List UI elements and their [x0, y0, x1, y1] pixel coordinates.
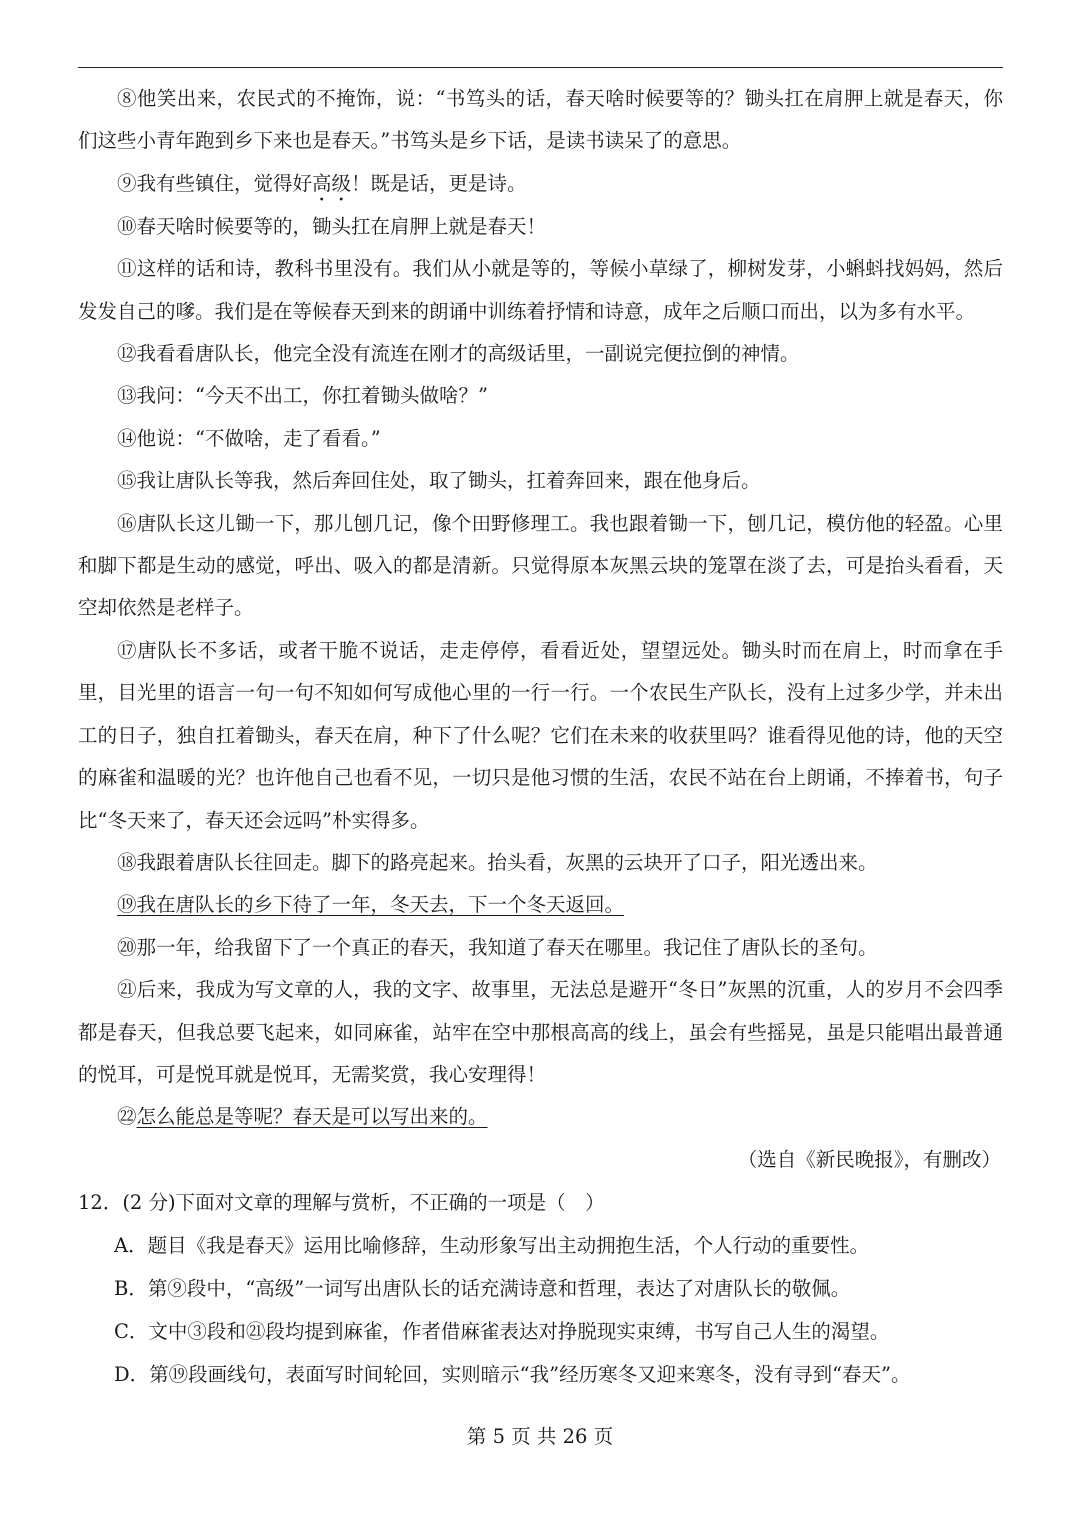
article-body [78, 78, 1003, 1396]
paragraph-12: ⑫我看看唐队长，他完全没有流连在刚才的高级话里，一副说完便拉倒的神情。 [117, 342, 800, 366]
page-number: 第 5 页 共 26 页 [466, 1425, 614, 1448]
paragraph-16: ⑯唐队长这儿锄一下，那儿刨几记，像个田野修理工。我也跟着锄一下，刨几记，模仿他的轻盈。心里和脚下都是生动的感觉，呼出、吸入的都是清新。只觉得原本灰黑云块的笼罩在淡了去，可是抬头看看，天空却依然是老样子。 [78, 511, 1003, 620]
paragraph-11: ⑪这样的话和诗，教科书里没有。我们从小就是等的，等候小草绿了，柳树发芽，小蝌蚪找妈妈，然后发发自己的嗲。我们是在等候春天到来的朗诵中训练着抒情和诗意，成年之后顺口而出，以为多有水平。 [78, 257, 1003, 323]
paragraph-22-underlined: ㉒怎么能总是等呢？春天是可以写出来的。 [117, 1105, 488, 1129]
paragraph-13: ⑬我问：“今天不出工，你扛着锄头做啥？” [117, 384, 488, 408]
paragraph-14: ⑭他说：“不做啥，走了看看。” [117, 426, 381, 450]
top-divider [78, 67, 1003, 68]
emphasized-word: 高级 [312, 171, 352, 195]
option-b: B．第⑨段中，“高级”一词写出唐队长的话充满诗意和哲理，表达了对唐队长的敬佩。 [114, 1277, 851, 1301]
paragraph-8: ⑧他笑出来，农民式的不掩饰，说：“书笃头的话，春天啥时候要等的？锄头扛在肩胛上就是春天，你们这些小青年跑到乡下来也是春天。”书笃头是乡下话，是读书读呆了的意思。 [78, 87, 1003, 153]
paragraph-9: ⑨我有些镇住，觉得好高级！既是话，更是诗。 [117, 171, 527, 195]
option-d: D．第⑲段画线句，表面写时间轮回，实则暗示“我”经历寒冬又迎来寒冬，没有寻到“春天”。 [114, 1363, 911, 1387]
paragraph-15: ⑮我让唐队长等我，然后奔回住处，取了锄头，扛着奔回来，跟在他身后。 [117, 469, 761, 493]
paragraph-19-underlined: ⑲我在唐队长的乡下待了一年，冬天去，下一个冬天返回。 [117, 893, 625, 917]
paragraph-10: ⑩春天啥时候要等的，锄头扛在肩胛上就是春天！ [117, 214, 547, 238]
paragraph-20: ⑳那一年，给我留下了一个真正的春天，我知道了春天在哪里。我记住了唐队长的圣句。 [117, 935, 878, 959]
paragraph-17: ⑰唐队长不多话，或者干脆不说话，走走停停，看看近处，望望远处。锄头时而在肩上，时而拿在手里，目光里的语言一句一句不知如何写成他心里的一行一行。一个农民生产队长，没有上过多少学，并未出工的日子，独自扛着锄头，春天在肩，种下了什么呢？它们在未来的收获里吗？谁看得见他的诗，他的天空的麻雀和温暖的光？也许他自己也看不见，一切只是他习惯的生活，农民不站在台上朗诵，不捧着书，句子比“冬天来了，春天还会远吗”朴实得多。 [78, 638, 1003, 832]
option-a: A．题目《我是春天》运用比喻修辞，生动形象写出主动拥抱生活，个人行动的重要性。 [114, 1234, 870, 1258]
source-citation: （选自《新民晚报》，有删改） [737, 1147, 1001, 1171]
paragraph-21: ㉑后来，我成为写文章的人，我的文字、故事里，无法总是避开“冬日”灰黑的沉重，人的岁月不会四季都是春天，但我总要飞起来，如同麻雀，站牢在空中那根高高的线上，虽会有些摇晃，虽是只能唱出最普通的悦耳，可是悦耳就是悦耳，无需奖赏，我心安理得！ [78, 978, 1003, 1086]
option-c: C．文中③段和㉑段均提到麻雀，作者借麻雀表达对挣脱现实束缚，书写自己人生的渴望。 [114, 1320, 890, 1344]
question-12-stem: 12．(2 分)下面对文章的理解与赏析，不正确的一项是（ ） [78, 1191, 605, 1215]
paragraph-18: ⑱我跟着唐队长往回走。脚下的路亮起来。抬头看，灰黑的云块开了口子，阳光透出来。 [117, 850, 878, 874]
